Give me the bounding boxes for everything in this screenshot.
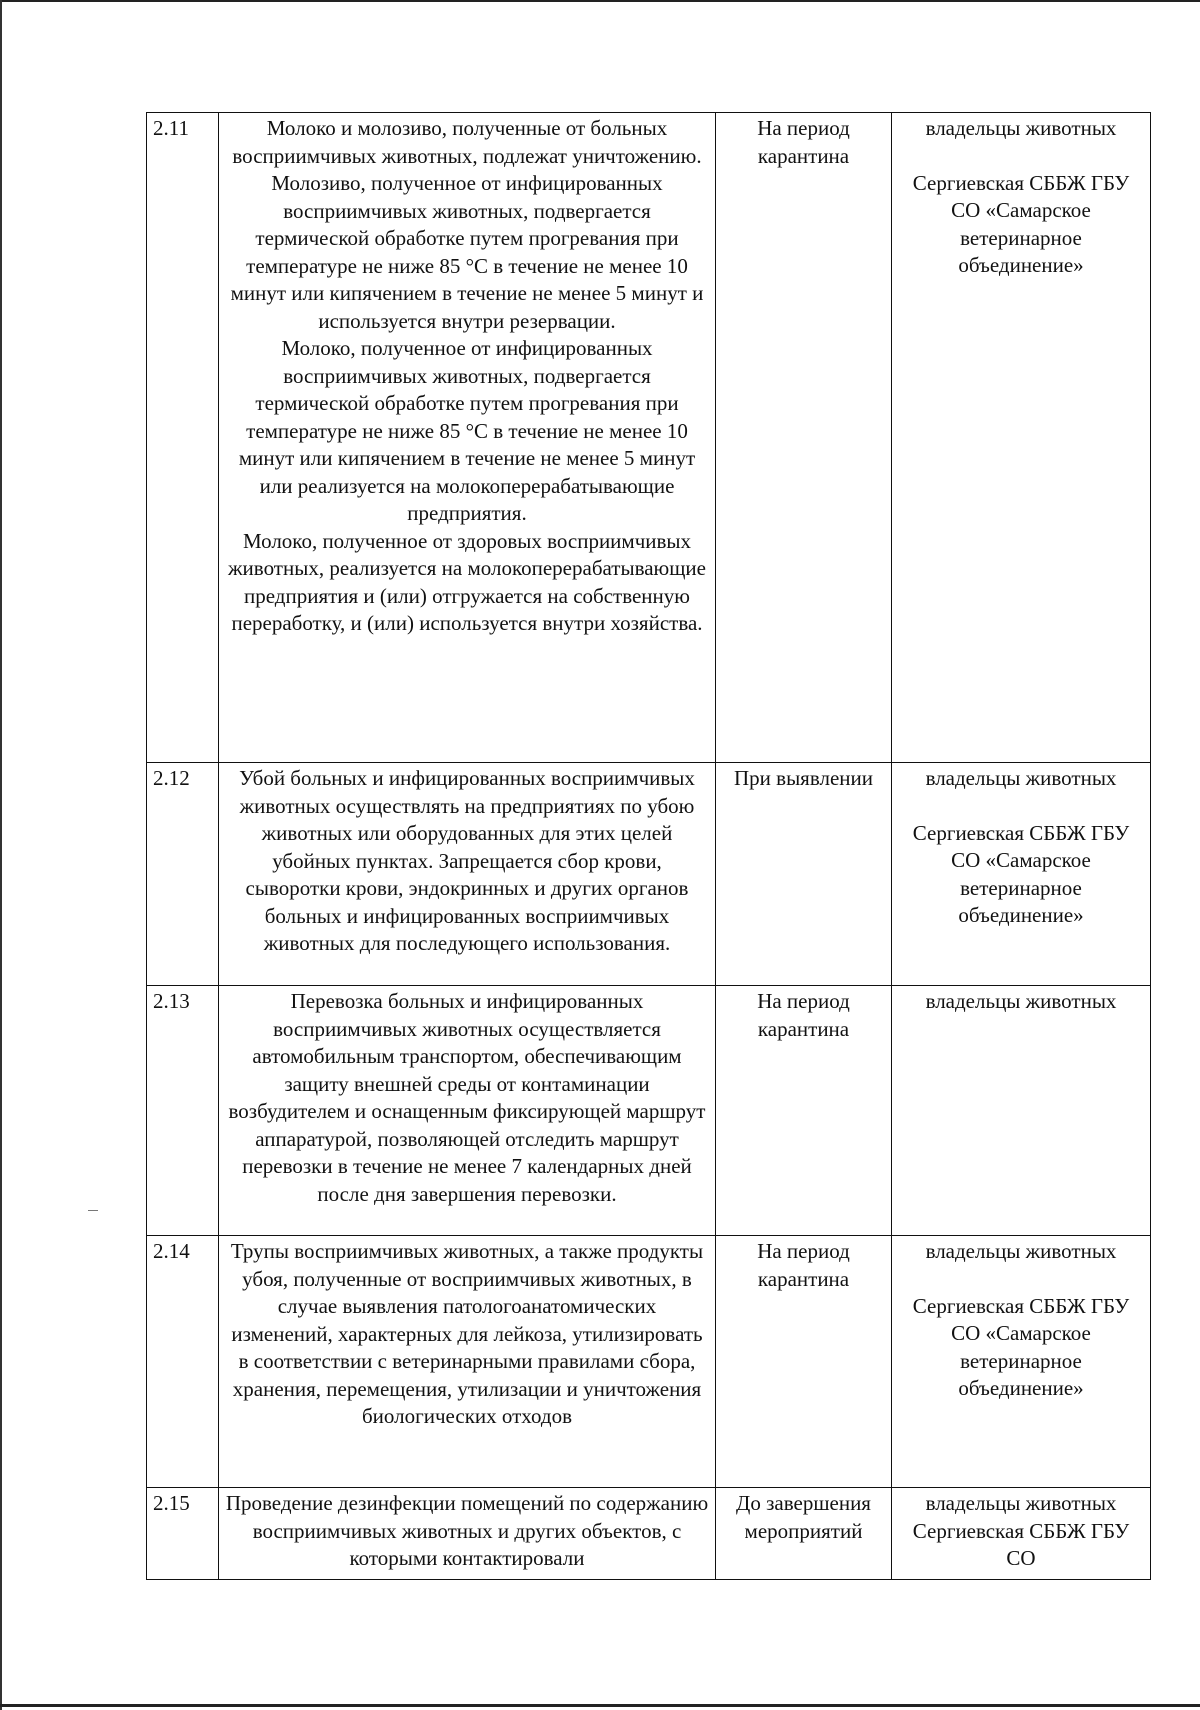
measure-period: На период карантина [716, 986, 892, 1236]
measure-period: До завершения мероприятий [716, 1488, 892, 1580]
paragraph: Молоко и молозиво, полученные от больных восприимчивых животных, подлежат уничтожению. Молозиво, полученное от инфицированных восприимчивых животных, подвергается термической обработке путем прогревания при температуре не ниже 85 °С в течение не менее 10 минут или кипячением в течение не менее 5 минут и используется внутри резервации. [230, 116, 704, 333]
responsible-parties [892, 1488, 1151, 1580]
responsible-owner: владельцы животных [925, 766, 1117, 790]
responsible-owner: владельцы животных [925, 1239, 1117, 1263]
paragraph: Убой больных и инфицированных восприимчивых животных осуществлять на предприятиях по убою животных или оборудованных для этих целей убойных пунктах. Запрещается сбор крови, сыворотки крови, эндокринных и других органов больных и инфицированных восприимчивых животных для последующего использования. [239, 766, 695, 955]
measure-description [219, 113, 716, 763]
scan-edge-left [0, 0, 2, 1710]
measure-description [219, 1236, 716, 1488]
table-row [147, 1488, 1151, 1580]
table-row [147, 1236, 1151, 1488]
paragraph: Трупы восприимчивых животных, а также продукты убоя, полученные от восприимчивых животных, в случае выявления патологоанатомических изменений, характерных для лейкоза, утилизировать в соответствии с ветеринарными правилами сбора, хранения, перемещения, утилизации и уничтожения биологических отходов [230, 1239, 704, 1428]
paragraph: Молоко, полученное от инфицированных восприимчивых животных, подвергается термической обработке путем прогревания при температуре не ниже 85 °С в течение не менее 10 минут или кипячением в течение не менее 5 минут или реализуется на молокоперерабатывающие предприятия. [238, 336, 696, 525]
responsible-agency: Сергиевская СББЖ ГБУ СО [912, 1518, 1130, 1570]
paragraph: Перевозка больных и инфицированных восприимчивых животных осуществляется автомобильным транспортом, обеспечивающим защиту внешней среды от контаминации возбудителем и оснащенным фиксирующей маршрут аппаратурой, позволяющей отследить маршрут перевозки в течение не менее 7 календарных дней после дня завершения перевозки. [228, 989, 706, 1206]
responsible-agency: Сергиевская СББЖ ГБУ СО «Самарское ветеринарное объединение» [912, 1293, 1130, 1400]
responsible-parties [892, 986, 1151, 1236]
measure-period: На период карантина [716, 1236, 892, 1488]
item-number: 2.13 [147, 986, 219, 1236]
responsible-agency: Сергиевская СББЖ ГБУ СО «Самарское ветеринарное объединение» [912, 820, 1130, 927]
item-number: 2.14 [147, 1236, 219, 1488]
measure-description [219, 763, 716, 986]
item-number: 2.11 [147, 113, 219, 763]
responsible-parties [892, 1236, 1151, 1488]
responsible-owner: владельцы животных [925, 989, 1117, 1013]
responsible-parties [892, 113, 1151, 763]
measure-description [219, 986, 716, 1236]
scan-edge-top [0, 0, 1200, 2]
item-number: 2.12 [147, 763, 219, 986]
responsible-parties [892, 763, 1151, 986]
measure-description [219, 1488, 716, 1580]
table-row [147, 986, 1151, 1236]
paragraph: Проведение дезинфекции помещений по содержанию восприимчивых животных и других объектов, с которыми контактировали [225, 1491, 709, 1570]
responsible-agency: Сергиевская СББЖ ГБУ СО «Самарское ветеринарное объединение» [912, 170, 1130, 277]
table-row [147, 113, 1151, 763]
measures-table [146, 112, 1151, 1580]
measure-period: При выявлении [716, 763, 892, 986]
responsible-owner: владельцы животных [925, 116, 1117, 140]
scan-edge-bottom [0, 1704, 1200, 1707]
table-row [147, 763, 1151, 986]
measure-period: На период карантина [716, 113, 892, 763]
responsible-owner: владельцы животных [925, 1491, 1117, 1515]
scan-mark [88, 1210, 98, 1211]
item-number: 2.15 [147, 1488, 219, 1580]
paragraph: Молоко, полученное от здоровых восприимчивых животных, реализуется на молокоперерабатывающие предприятия и (или) отгружается на собственную переработку, и (или) используется внутри хозяйства. [228, 528, 706, 635]
